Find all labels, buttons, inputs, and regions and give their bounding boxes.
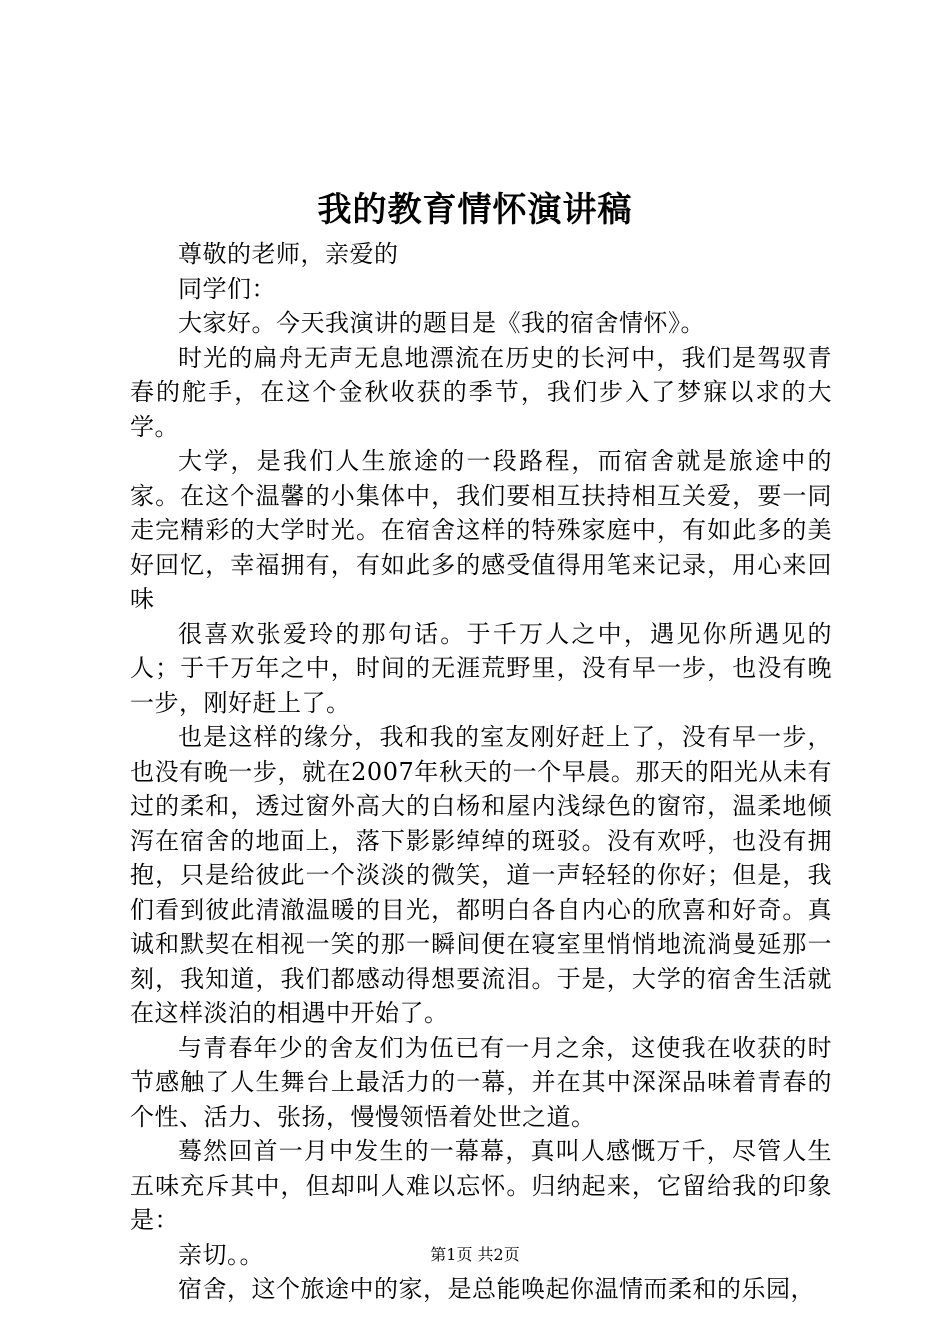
paragraph: 蓦然回首一月中发生的一幕幕，真叫人感慨万千，尽管人生五味充斥其中，但却叫人难以忘怀。归纳起来，它留给我的印象是：	[130, 1137, 832, 1234]
paragraph: 亲切。。	[178, 1240, 264, 1269]
paragraph: 宿舍，这个旅途中的家，是总能唤起你温情而柔和的乐园，	[178, 1275, 815, 1303]
paragraph: 大学，是我们人生旅途的一段路程，而宿舍就是旅途中的家。在这个温馨的小集体中，我们要相互扶持相互关爱，要一同走完精彩的大学时光。在宿舍这样的特殊家庭中，有如此多的美好回忆，幸福拥有，有如此多的感受值得用笔来记录，用心来回味	[130, 447, 832, 613]
page-footer: 第1页 共2页	[430, 1245, 520, 1264]
paragraph: 同学们：	[178, 274, 276, 303]
paragraph: 与青春年少的舍友们为伍已有一月之余，这使我在收获的时节感触了人生舞台上最活力的一幕，并在其中深深品味着青春的个性、活力、张扬，慢慢领悟着处世之道。	[130, 1033, 832, 1131]
document-title: 我的教育情怀演讲稿	[317, 190, 633, 230]
paragraph: 也是这样的缘分，我和我的室友刚好赶上了，没有早一步，也没有晚一步，就在2007年秋天的一个早晨。那天的阳光从未有过的柔和，透过窗外高大的白杨和屋内浅绿色的窗帘，温柔地倾泻在宿舍的地面上，落下影影绰绰的斑驳。没有欢呼，也没有拥抱，只是给彼此一个淡淡的微笑，道一声轻轻的你好；但是，我们看到彼此清澈温暖的目光，都明白各自内心的欣喜和好奇。真诚和默契在相视一笑的那一瞬间便在寝室里悄悄地流淌曼延那一刻，我知道，我们都感动得想要流泪。于是，大学的宿舍生活就在这样淡泊的相遇中开始了。	[130, 723, 832, 1027]
document-body	[130, 237, 832, 1307]
paragraph: 大家好。今天我演讲的题目是《我的宿舍情怀》。	[178, 309, 705, 337]
paragraph: 时光的扁舟无声无息地漂流在历史的长河中，我们是驾驭青春的舵手，在这个金秋收获的季节，我们步入了梦寐以求的大学。	[130, 343, 832, 441]
paragraph: 尊敬的老师，亲爱的	[178, 240, 399, 268]
paragraph: 很喜欢张爱玲的那句话。于千万人之中，遇见你所遇见的人；于千万年之中，时间的无涯荒野里，没有早一步，也没有晚一步，刚好赶上了。	[130, 619, 832, 717]
